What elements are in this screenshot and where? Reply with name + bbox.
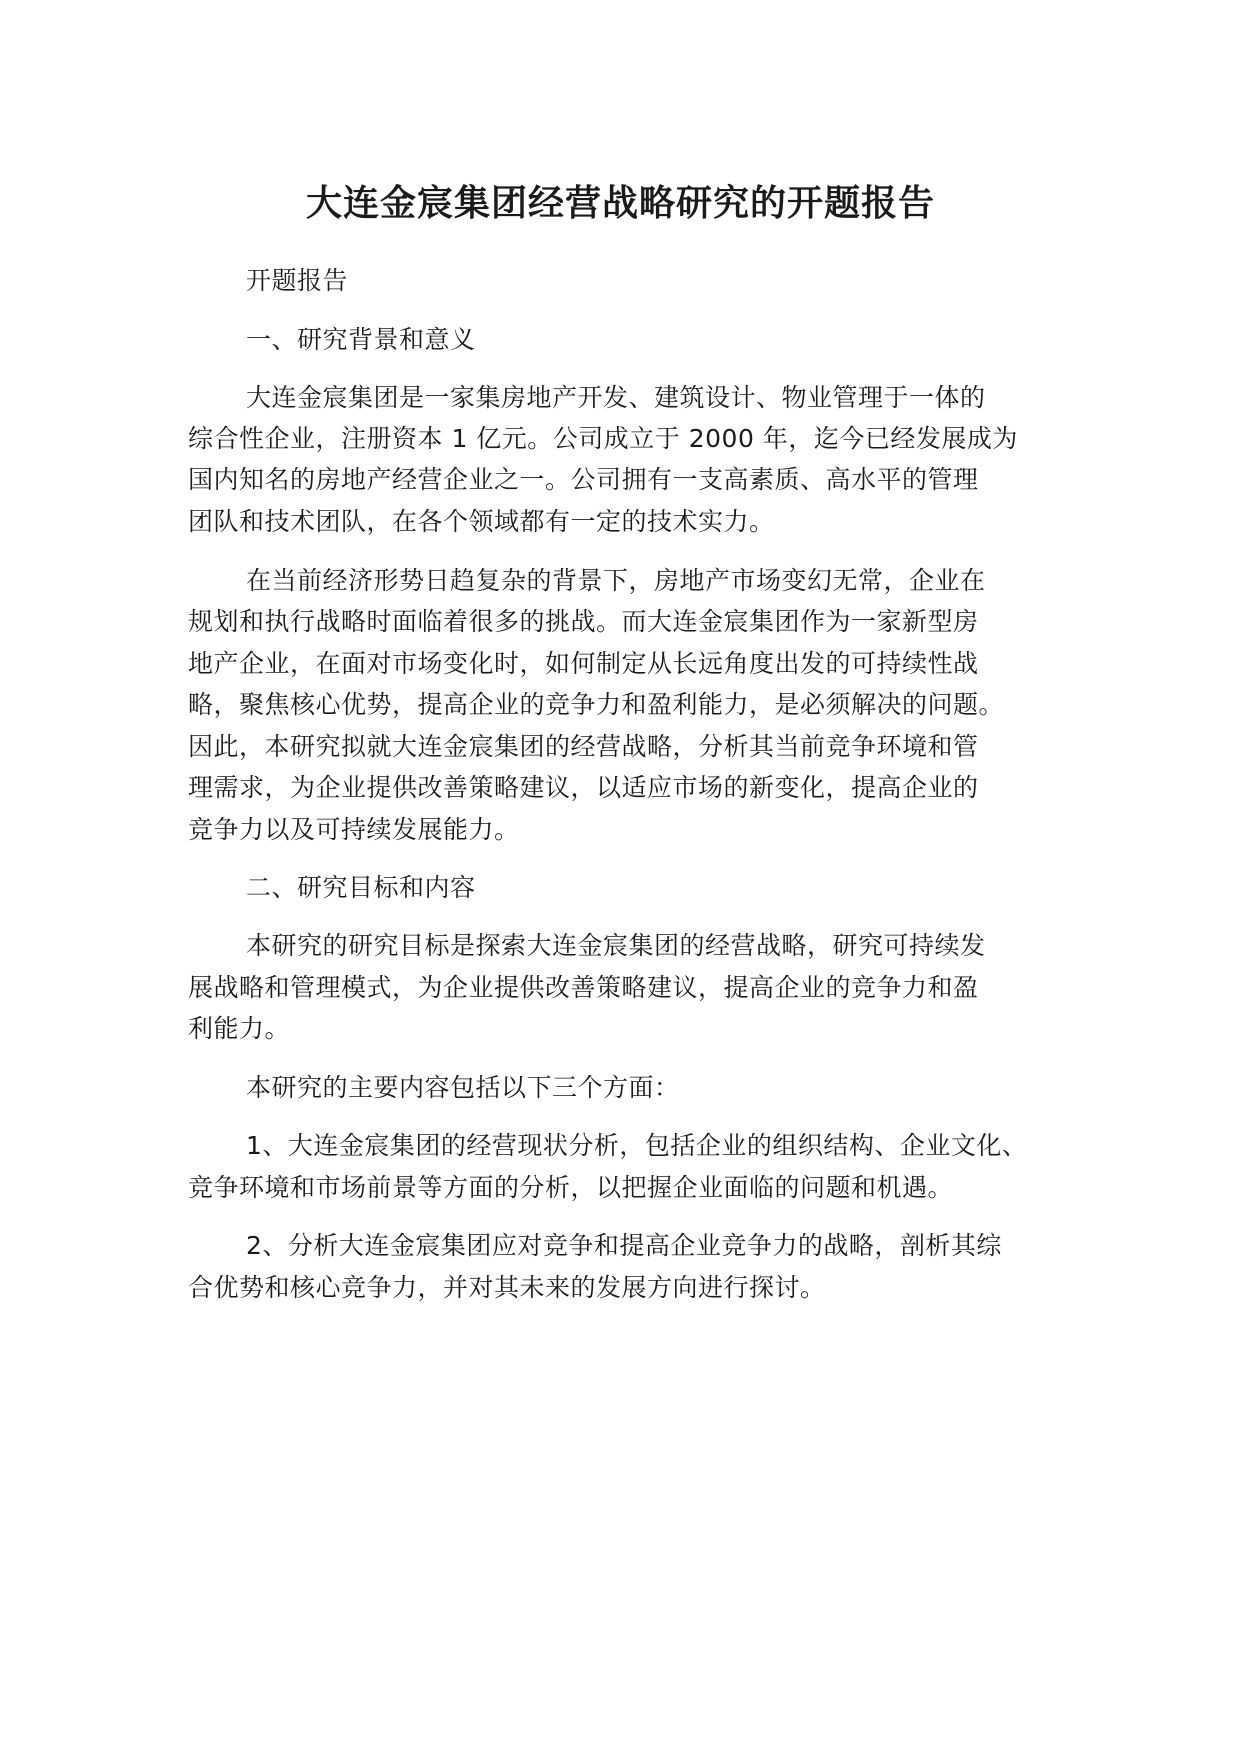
paragraph-line: 在当前经济形势日趋复杂的背景下，房地产市场变幻无常，企业在 xyxy=(246,566,986,595)
paragraph-line: 团队和技术团队，在各个领域都有一定的技术实力。 xyxy=(188,507,775,536)
paragraph-line: 理需求，为企业提供改善策略建议，以适应市场的新变化，提高企业的 xyxy=(188,773,979,802)
paragraph-line: 综合性企业，注册资本 1 亿元。公司成立于 2000 年，迄今已经发展成为 xyxy=(188,424,1018,453)
paragraph-line: 展战略和管理模式，为企业提供改善策略建议，提高企业的竞争力和盈 xyxy=(188,973,979,1002)
paragraph-line: 略，聚焦核心优势，提高企业的竞争力和盈利能力，是必须解决的问题。 xyxy=(188,690,1005,719)
list-item-line: 2、分析大连金宸集团应对竞争和提高企业竞争力的战略，剖析其综 xyxy=(246,1231,1002,1260)
document-title: 大连金宸集团经营战略研究的开题报告 xyxy=(305,183,935,224)
paragraph-line: 本研究的研究目标是探索大连金宸集团的经营战略，研究可持续发 xyxy=(246,931,986,960)
paragraph-line: 利能力。 xyxy=(188,1014,291,1043)
list-item-line: 1、大连金宸集团的经营现状分析，包括企业的组织结构、企业文化、 xyxy=(246,1131,1028,1160)
list-item-line: 合优势和核心竞争力，并对其未来的发展方向进行探讨。 xyxy=(188,1273,826,1302)
paragraph-line: 地产企业，在面对市场变化时，如何制定从长远角度出发的可持续性战 xyxy=(188,649,979,678)
paragraph-line: 本研究的主要内容包括以下三个方面： xyxy=(246,1073,680,1102)
list-item-line: 竞争环境和市场前景等方面的分析，以把握企业面临的问题和机遇。 xyxy=(188,1173,954,1202)
paragraph-line: 竞争力以及可持续发展能力。 xyxy=(188,815,520,844)
paragraph-line: 规划和执行战略时面临着很多的挑战。而大连金宸集团作为一家新型房 xyxy=(188,607,979,636)
section-heading-objectives: 二、研究目标和内容 xyxy=(246,873,476,902)
paragraph-line: 大连金宸集团是一家集房地产开发、建筑设计、物业管理于一体的 xyxy=(246,383,986,412)
paragraph-line: 国内知名的房地产经营企业之一。公司拥有一支高素质、高水平的管理 xyxy=(188,465,979,494)
section-heading-proposal: 开题报告 xyxy=(246,266,349,295)
paragraph-line: 因此，本研究拟就大连金宸集团的经营战略，分析其当前竞争环境和管 xyxy=(188,732,979,761)
section-heading-background: 一、研究背景和意义 xyxy=(246,325,476,354)
